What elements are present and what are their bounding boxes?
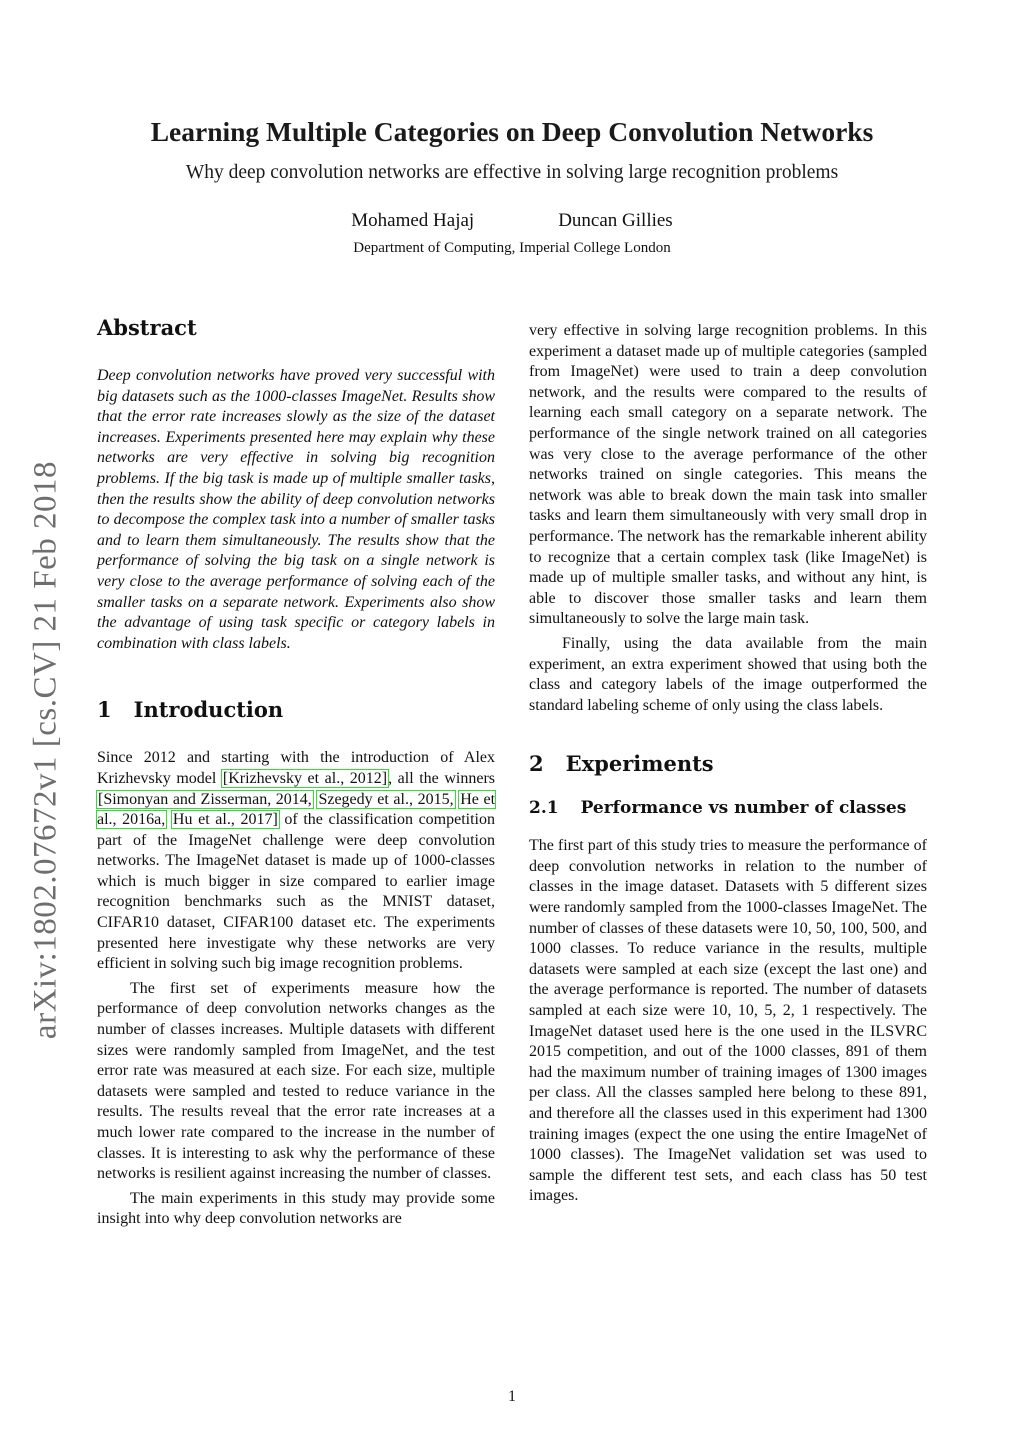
citation-link[interactable]: [Simonyan and Zisserman, 2014, [98, 790, 312, 808]
citation-link[interactable]: Hu et al., 2017] [172, 811, 278, 829]
page-number: 1 [508, 1388, 516, 1405]
section-heading-introduction [97, 696, 495, 724]
section-number: 1 [97, 697, 112, 723]
paper-title: Learning Multiple Categories on Deep Convolution Networks [150, 116, 874, 147]
citation-link[interactable]: Szegedy et al., 2015, [318, 790, 454, 808]
subsection-title: Performance vs number of classes [580, 798, 907, 819]
right-column [529, 321, 927, 1207]
author-name: Mohamed Hajaj [351, 210, 475, 231]
intro-paragraph-4: Finally, using the data available from the main experiment, an extra experiment showed that using both the class and category labels of the image outperformed the standard labeling scheme of only using the class labels. [529, 634, 927, 714]
subsection-number: 2.1 [529, 798, 559, 819]
text-run: , all the winners [388, 769, 496, 787]
arxiv-stamp: arXiv:1802.07672v1 [cs.CV] 21 Feb 2018 [27, 460, 64, 1040]
section-title: Introduction [133, 697, 284, 723]
paper-subtitle: Why deep convolution networks are effective in solving large recognition problems [185, 162, 839, 183]
citation-link[interactable]: [Krizhevsky et al., 2012] [222, 769, 388, 787]
text-run: Since 2012 and starting with the introduction of Alex Krizhevsky model [97, 749, 495, 787]
abstract-text: Deep convolution networks have proved very successful with big datasets such as the 1000-classes ImageNet. Results show that the error rate increases slowly as the size of the dataset increases. Experiments presented here may explain why these networks are very effective in solving big recognition problems. If the big task is made up of multiple smaller tasks, then the results show the ability of deep convolution networks to decompose the complex task into a number of smaller tasks and to learn them simultaneously. The results show that the performance of solving the big task on a single network is very close to the average performance of solving each of the smaller tasks on a separate network. Experiments also show the advantage of using task specific or category labels in combination with class labels. [97, 367, 495, 652]
subsection-heading [529, 796, 927, 820]
intro-paragraph-3: The main experiments in this study may provide some insight into why deep convolution networks are [97, 1189, 495, 1228]
title-block [90, 116, 934, 257]
section-title: Experiments [565, 751, 714, 777]
left-column [97, 314, 495, 1230]
citation-link[interactable]: He et al., 2016a, [97, 790, 496, 829]
intro-paragraph-3-continued: very effective in solving large recognition problems. In this experiment a dataset made up of multiple categories (sampled from ImageNet) were used to train a deep convolution network, and the results were compared to the results of learning each small category on a separate network. The performance of the single network trained on all categories was very close to the average performance of the other networks trained on single categories. This means the network was able to break down the main task into smaller tasks and learn them simultaneously with very small drop in performance. The network has the remarkable inherent ability to recognize that a certain complex task (like ImageNet) is made up of multiple smaller tasks, and without any hint, is able to discover those smaller tasks and learn them simultaneously to solve the large main task. [529, 322, 927, 628]
section-number: 2 [529, 751, 544, 777]
text-run: of the classification competition part of the ImageNet challenge were deep convolution networks. The ImageNet dataset is made up of 1000-classes which is much bigger in size compared to earlier image recognition benchmarks such as the MNIST dataset, CIFAR10 dataset, CIFAR100 dataset etc. The experiments presented here investigate why these networks are very efficient in solving such big image recognition problems. [97, 811, 496, 973]
intro-paragraph-2: The first set of experiments measure how the performance of deep convolution networks changes as the number of classes increases. Multiple datasets with different sizes were randomly sampled from ImageNet, and the test error rate was measured at each size. For each size, multiple datasets were sampled and tested to reduce variance in the results. The results reveal that the error rate increases at a much lower rate compared to the increase in the number of classes. It is interesting to ask why the performance of these networks is resilient against increasing the number of classes. [97, 979, 495, 1183]
experiments-paragraph-1: The first part of this study tries to measure the performance of deep convolution networks in relation to the number of classes in the image dataset. Datasets with 5 different sizes were randomly sampled from the 1000-classes ImageNet. The number of classes of these datasets were 10, 50, 100, 500, and 1000 classes. To reduce variance in the results, multiple datasets were sampled at each size (except the last one) and the average performance is reported. The number of datasets sampled at each size were 10, 10, 5, 2, 1 respectively. The ImageNet dataset used here is the one used in the ILSVRC 2015 competition, and out of the 1000 classes, 891 of them had the maximum number of training images of 1300 images per class. All the classes sampled here belong to these 891, and therefore all the classes used in this experiment had 1300 training images (expect the one using the entire ImageNet of 1000 classes). The ImageNet validation set was used to sample the different test sets, and each class has 50 test images. [529, 837, 927, 1205]
affiliation: Department of Computing, Imperial College London [353, 240, 671, 256]
section-heading-experiments [529, 750, 927, 778]
author-name: Duncan Gillies [558, 210, 673, 231]
authors [90, 210, 934, 232]
intro-paragraph-1 [97, 748, 495, 975]
abstract-heading: Abstract [97, 315, 197, 340]
